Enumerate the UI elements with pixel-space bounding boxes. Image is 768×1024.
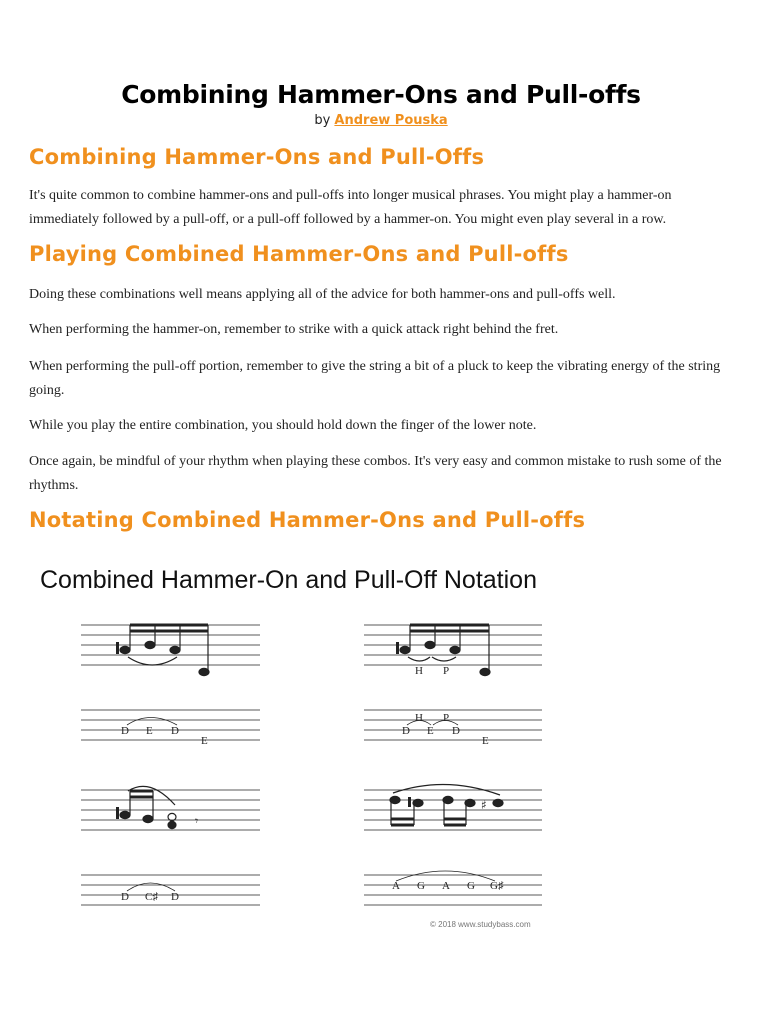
tab-note: D	[171, 891, 179, 903]
hammer-on-label: H	[415, 712, 423, 724]
tab-note: E	[482, 735, 489, 747]
section-heading-combining: Combining Hammer-Ons and Pull-Offs	[29, 145, 485, 169]
notation-example-4	[364, 784, 542, 905]
tab-note: G	[417, 880, 425, 892]
tab-note: E	[201, 735, 208, 747]
tab-note: A	[442, 880, 450, 892]
tab-note: G♯	[490, 880, 504, 892]
notation-example-2	[364, 625, 542, 747]
pull-off-label: P	[443, 665, 450, 677]
document-title: Combining Hammer-Ons and Pull-offs	[121, 80, 641, 109]
section-heading-notating: Notating Combined Hammer-Ons and Pull-offs	[29, 508, 586, 532]
paragraph: It's quite common to combine hammer-ons and pull-offs into longer musical phrases. You might play a hammer-on immediately followed by a pull-off, or a pull-off followed by a hammer-on. You might even play several in a row.	[29, 188, 672, 227]
byline	[0, 113, 762, 128]
section-heading-playing: Playing Combined Hammer-Ons and Pull-offs	[29, 242, 569, 266]
tab-note: D	[402, 725, 410, 737]
notation-example-3	[81, 786, 260, 905]
pull-off-label: P	[443, 712, 450, 724]
hammer-on-label: H	[415, 665, 423, 677]
paragraph: When performing the hammer-on, remember to strike with a quick attack right behind the fret.	[29, 322, 559, 337]
tab-staff	[364, 871, 542, 905]
notes	[390, 784, 503, 825]
tab-note: C♯	[145, 891, 158, 903]
tab-note: D	[121, 891, 129, 903]
paragraph: Once again, be mindful of your rhythm when playing these combos. It's very easy and common mistake to rush some of the rhythms.	[29, 454, 722, 493]
tab-note: A	[392, 880, 400, 892]
tab-note: G	[467, 880, 475, 892]
figure-credit: © 2018 www.studybass.com	[430, 920, 531, 929]
figure-title: Combined Hammer-On and Pull-Off Notation	[40, 566, 537, 594]
svg-text:♯: ♯	[481, 798, 487, 812]
paragraph: Doing these combinations well means applying all of the advice for both hammer-ons and pull-offs well.	[29, 287, 616, 302]
paragraph: When performing the pull-off portion, remember to give the string a bit of a pluck to keep the vibrating energy of the string going.	[29, 359, 721, 398]
author-link[interactable]: Andrew Pouska	[334, 113, 448, 128]
tab-note: D	[171, 725, 179, 737]
notes	[116, 786, 198, 828]
svg-text:𝄾: 𝄾	[195, 814, 199, 828]
notation-figure	[30, 555, 590, 940]
notes	[116, 625, 209, 676]
notation-example-1	[81, 625, 260, 747]
paragraph: While you play the entire combination, you should hold down the finger of the lower note.	[29, 418, 537, 433]
tab-note: D	[121, 725, 129, 737]
byline-prefix: by	[314, 113, 331, 128]
tab-note: E	[427, 725, 434, 737]
tab-note: E	[146, 725, 153, 737]
tab-note: D	[452, 725, 460, 737]
